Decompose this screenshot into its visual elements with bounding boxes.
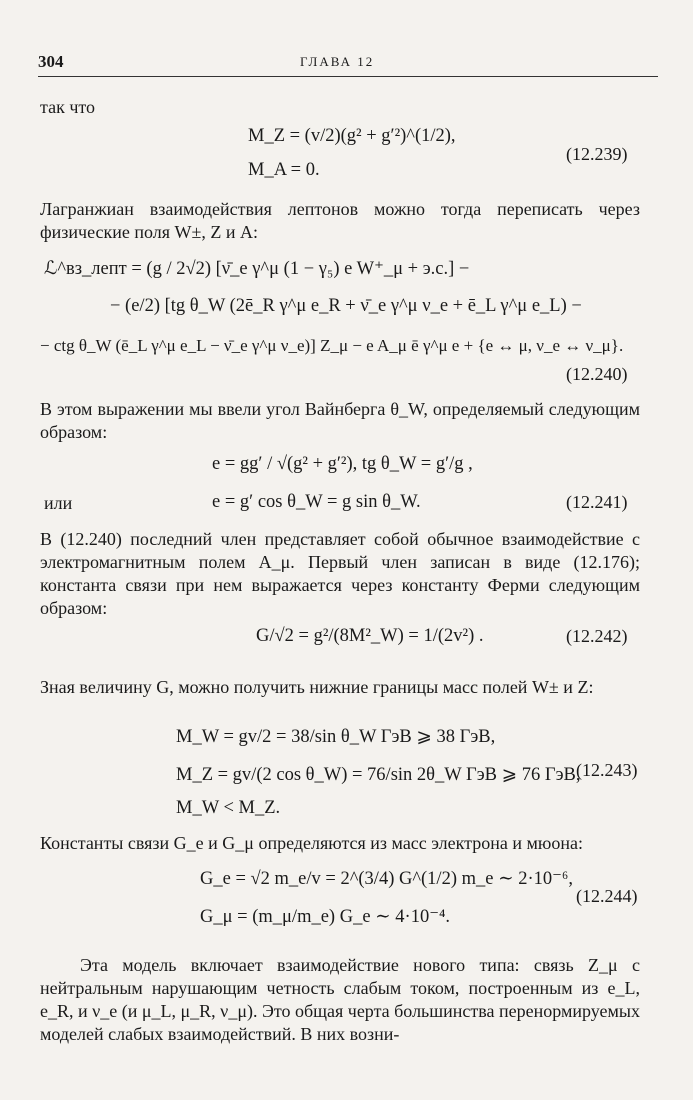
equation-number-12-243: (12.243) [576, 760, 638, 780]
paragraph-coupling-constants: Константы связи G_e и G_μ определяются из масс электрона и мюона: [40, 833, 583, 853]
equation-12-240-a: ℒ^вз_лепт = (g / 2√2) [ν̄_e γ^μ (1 − γ₅) e W⁺_μ + э.с.] − [44, 259, 470, 279]
equation-12-241-b: e = g′ cos θ_W = g sin θ_W. [212, 492, 421, 512]
equation-12-240-c: − ctg θ_W (ē_L γ^μ e_L − ν̄_e γ^μ ν_e)] Z_μ − e A_μ ē γ^μ e + {e ↔ μ, ν_e ↔ ν_μ}. [40, 336, 624, 355]
equation-number-12-241: (12.241) [566, 492, 628, 512]
chapter-title: ГЛАВА 12 [300, 54, 375, 69]
equation-number-12-244: (12.244) [576, 886, 638, 906]
word-or: или [44, 493, 73, 513]
paragraph-lagrangian-intro: Лагранжиан взаимодействия лептонов можно тогда переписать через физические поля W±, Z и A: [40, 199, 640, 242]
equation-number-12-240: (12.240) [566, 364, 628, 384]
equation-12-242: G/√2 = g²/(8M²_W) = 1/(2v²) . [256, 626, 484, 646]
equation-12-240-b: − (e/2) [tg θ_W (2ē_R γ^μ e_R + ν̄_e γ^μ ν_e + ē_L γ^μ e_L) − [110, 296, 582, 316]
equation-number-12-242: (12.242) [566, 626, 628, 646]
paragraph-final: Эта модель включает взаимодействие нового типа: связь Z_μ с нейтральным нарушающим четность слабым током, построенным из e_L, e_R, и ν_e (и μ_L, μ_R, ν_μ). Это общая черта большинства перенормируемых моделей слабых взаимодействий. В них возни- [40, 955, 640, 1044]
equation-12-243-a: M_W = gv/2 = 38/sin θ_W ГэВ ⩾ 38 ГэВ, [176, 727, 496, 747]
equation-12-239-b: M_A = 0. [248, 160, 320, 180]
equation-12-243-b: M_Z = gv/(2 cos θ_W) = 76/sin 2θ_W ГэВ ⩾ 76 ГэВ, [176, 765, 581, 785]
paragraph-knowing-g: Зная величину G, можно получить нижние границы масс полей W± и Z: [40, 677, 594, 697]
page-number: 304 [38, 52, 64, 71]
equation-12-244-b: G_μ = (m_μ/m_e) G_e ∼ 4·10⁻⁴. [200, 907, 451, 927]
equation-12-244-a: G_e = √2 m_e/v = 2^(3/4) G^(1/2) m_e ∼ 2·10⁻⁶, [200, 869, 573, 889]
paragraph-weinberg-intro: В этом выражении мы ввели угол Вайнберга θ_W, определяемый следующим образом: [40, 399, 640, 442]
paragraph-last-term: В (12.240) последний член представляет собой обычное взаимодействие с электромагнитным полем A_μ. Первый член записан в виде (12.176); константа связи при нем выражается через константу Ферми следующим образом: [40, 529, 640, 618]
paragraph-so-that: так что [40, 97, 96, 117]
equation-number-12-239: (12.239) [566, 144, 628, 164]
equation-12-241-a: e = gg′ / √(g² + g′²), tg θ_W = g′/g , [212, 454, 473, 474]
equation-12-243-c: M_W < M_Z. [176, 798, 281, 818]
equation-12-239-a: M_Z = (v/2)(g² + g′²)^(1/2), [248, 126, 456, 146]
header-rule [38, 76, 658, 77]
